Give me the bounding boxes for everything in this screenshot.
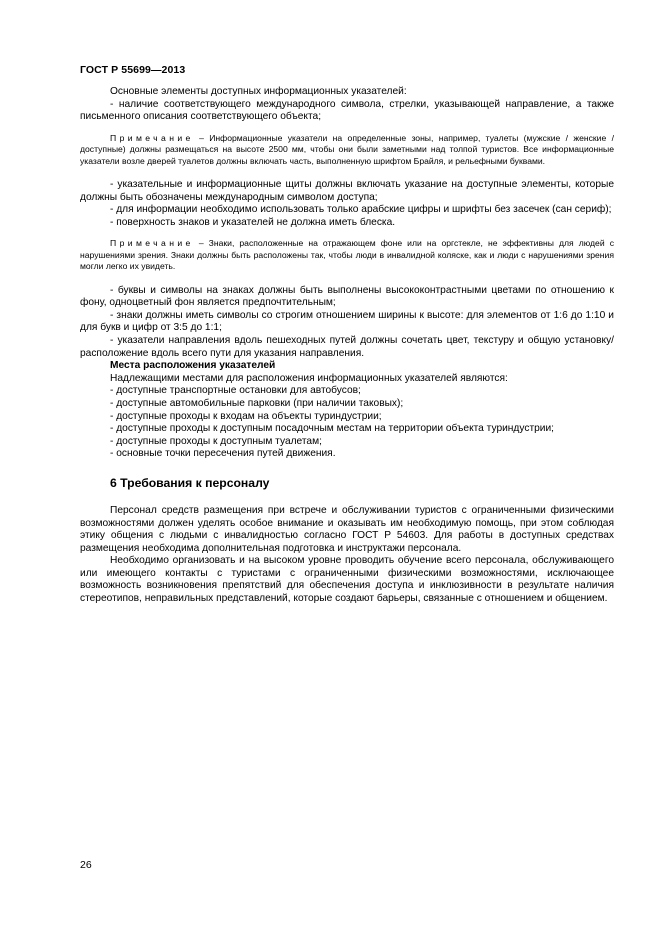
section-paragraph: Необходимо организовать и на высоком уровне проводить обучение всего персонала, обслуживающего или имеющего контакты с туристами с ограниченными физическими возможностями, исключающее возможность возникновения препятствий для обеспечения доступа и инклюзивности в результате наличия стереотипов, неправильных представлений, которые создают барьеры, связанные с отношением и общением. [80, 555, 614, 605]
note-text: – Информационные указатели на определенные зоны, например, туалеты (мужские / женские / доступные) должны размещаться на высоте 2500 мм, чтобы они были заметными над толпой туристов. Все информационные указатели возле дверей туалетов должны включать часть, выполненную шрифтом Брайля, и рельефными буквами. [80, 132, 614, 166]
note-1 [80, 133, 614, 167]
places-intro: Надлежащими местами для расположения информационных указателей являются: [110, 372, 508, 384]
list-item: - основные точки пересечения путей движения. [110, 448, 336, 460]
list-item: - указательные и информационные щиты должны включать указание на доступные элементы, которые должны быть обозначены международным символом доступа; [80, 179, 614, 203]
list-item: - для информации необходимо использовать только арабские цифры и шрифты без засечек (сан сериф); [110, 204, 612, 216]
note-lead: Примечание [110, 238, 194, 249]
section-title: 6 Требования к персоналу [110, 475, 270, 490]
document-code: ГОСТ Р 55699—2013 [80, 64, 186, 76]
list-item: - доступные автомобильные парковки (при наличии таковых); [110, 397, 404, 409]
page-number: 26 [80, 859, 92, 871]
list-item: - доступные проходы к входам на объекты туриндустрии; [110, 410, 382, 422]
list-item: - доступные проходы к доступным туалетам; [110, 435, 322, 447]
page-content [80, 86, 614, 606]
note-lead: Примечание [110, 132, 194, 143]
list-item: - поверхность знаков и указателей не должна иметь блеска. [110, 216, 396, 228]
indicators-intro: Основные элементы доступных информационных указателей: [110, 86, 407, 97]
places-heading: Места расположения указателей [110, 360, 276, 372]
list-item: - наличие соответствующего международного символа, стрелки, указывающей направление, а также письменного описания соответствующего объекта; [80, 98, 614, 123]
note-2 [80, 238, 614, 272]
list-item: - буквы и символы на знаках должны быть выполнены высококонтрастными цветами по отношению к фону, одноцветный фон является предпочтительным; [80, 284, 614, 309]
list-item: - доступные транспортные остановки для автобусов; [110, 385, 361, 397]
section-paragraph: Персонал средств размещения при встрече и обслуживании туристов с ограниченными физическими возможностями должен уделять особое внимание и оказывать им необходимую помощь, при этом соблюдая этику общения с людьми с инвалидностью согласно ГОСТ Р 54603. Для работы в доступных средствах размещения необходима дополнительная подготовка и инструктажи персонала. [80, 504, 614, 554]
list-item: - доступные проходы к доступным посадочным местам на территории объекта туриндустрии; [110, 423, 554, 435]
list-item: - указатели направления вдоль пешеходных путей должны сочетать цвет, текстуру и общую установку/расположение вдоль всего пути для указания направления. [80, 334, 614, 359]
list-item: - знаки должны иметь символы со строгим отношением ширины к высоте: для элементов от 1:6 до 1:10 и для букв и цифр от 3:5 до 1:1; [80, 309, 614, 334]
note-text: – Знаки, расположенные на отражающем фоне или на оргстекле, не эффективны для людей с нарушениями зрения. Знаки должны быть расположены так, чтобы люди в инвалидной коляске, как и люди с нарушениями зрения могли легко их увидеть. [80, 238, 614, 272]
